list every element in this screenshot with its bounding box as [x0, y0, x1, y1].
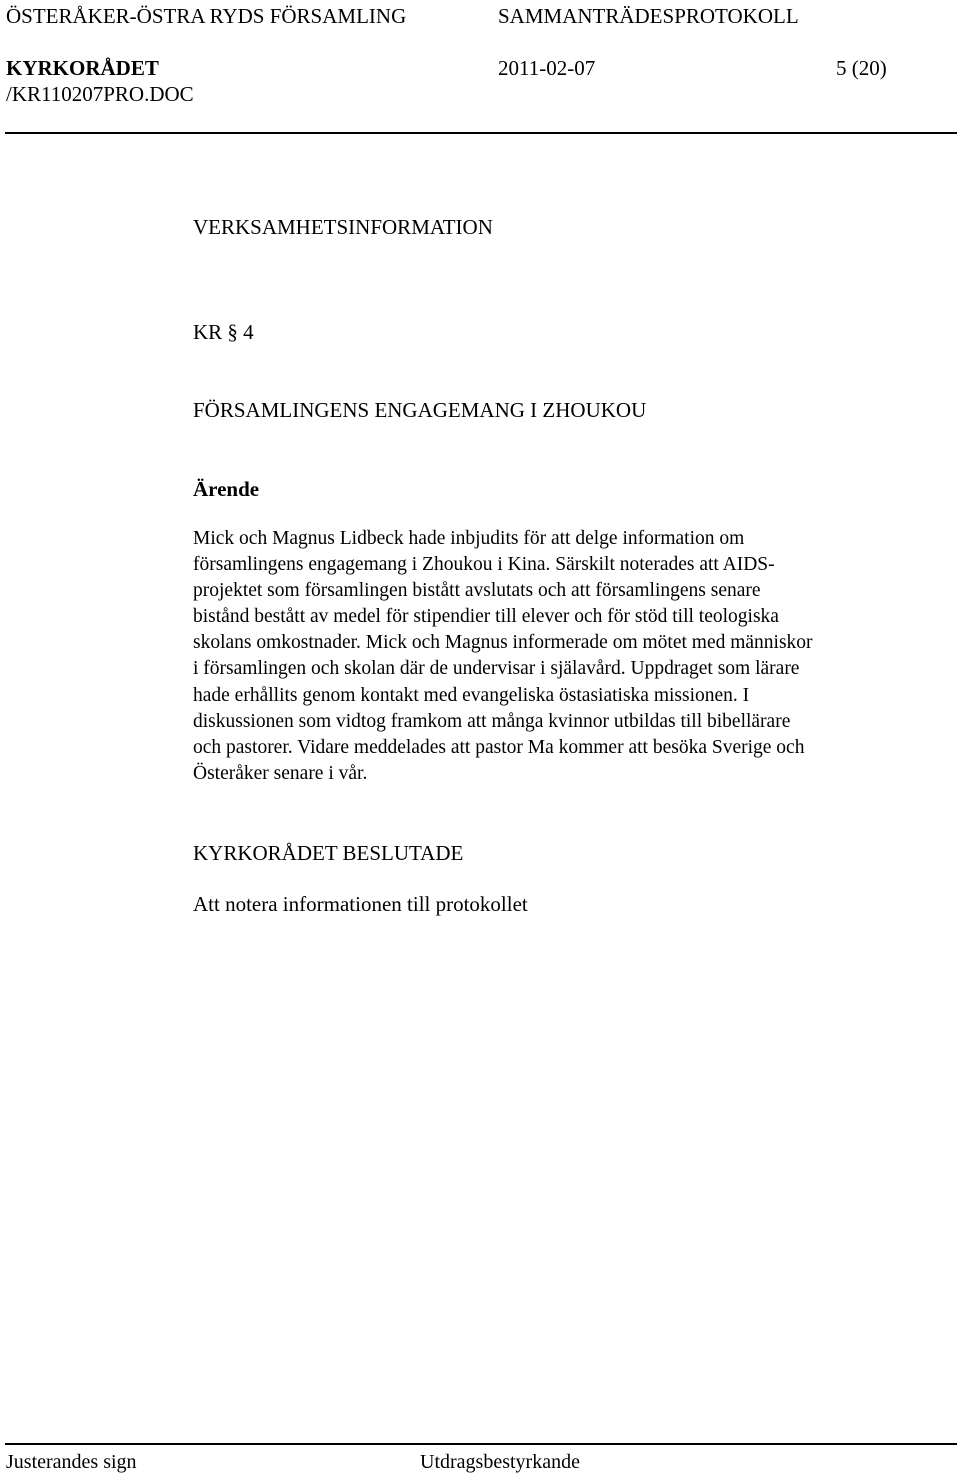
meeting-date: 2011-02-07	[498, 56, 596, 80]
header-rule	[5, 132, 957, 134]
decision-text: Att notera informationen till protokollet	[193, 892, 528, 916]
organization-name: ÖSTERÅKER-ÖSTRA RYDS FÖRSAMLING	[6, 4, 407, 28]
page-number: 5 (20)	[836, 56, 887, 80]
paragraph-line: församlingens engagemang i Zhoukou i Kina. Särskilt noterades att AIDS-	[193, 554, 775, 576]
paragraph-line: diskussionen som vidtog framkom att många kvinnor utbildas till bibellärare	[193, 710, 791, 732]
matter-paragraph	[193, 526, 923, 787]
subject-heading: FÖRSAMLINGENS ENGAGEMANG I ZHOUKOU	[193, 398, 647, 422]
certification-field-label: Utdragsbestyrkande	[420, 1451, 580, 1473]
paragraph-ref: KR § 4	[193, 320, 254, 344]
signature-field-label: Justerandes sign	[6, 1451, 137, 1473]
footer-rule	[5, 1443, 957, 1445]
section-title: VERKSAMHETSINFORMATION	[193, 215, 493, 239]
paragraph-line: Österåker senare i vår.	[193, 762, 368, 784]
paragraph-line: projektet som församlingen bistått avslutats och att församlingens senare	[193, 580, 761, 602]
decision-heading: KYRKORÅDET BESLUTADE	[193, 841, 464, 865]
paragraph-line: skolans omkostnader. Mick och Magnus informerade om mötet med människor	[193, 632, 813, 654]
document-type: SAMMANTRÄDESPROTOKOLL	[498, 4, 799, 28]
paragraph-line: i församlingen och skolan där de undervisar i själavård. Uppdraget som lärare	[193, 658, 800, 680]
matter-label: Ärende	[193, 477, 260, 501]
board-name: KYRKORÅDET	[6, 56, 159, 80]
paragraph-line: och pastorer. Vidare meddelades att pastor Ma kommer att besöka Sverige och	[193, 736, 805, 758]
paragraph-line: bistånd bestått av medel för stipendier till elever och för stöd till teologiska	[193, 606, 779, 628]
paragraph-line: hade erhållits genom kontakt med evangeliska östasiatiska missionen. I	[193, 684, 750, 706]
file-name: /KR110207PRO.DOC	[6, 82, 194, 106]
paragraph-line: Mick och Magnus Lidbeck hade inbjudits för att delge information om	[193, 528, 745, 549]
